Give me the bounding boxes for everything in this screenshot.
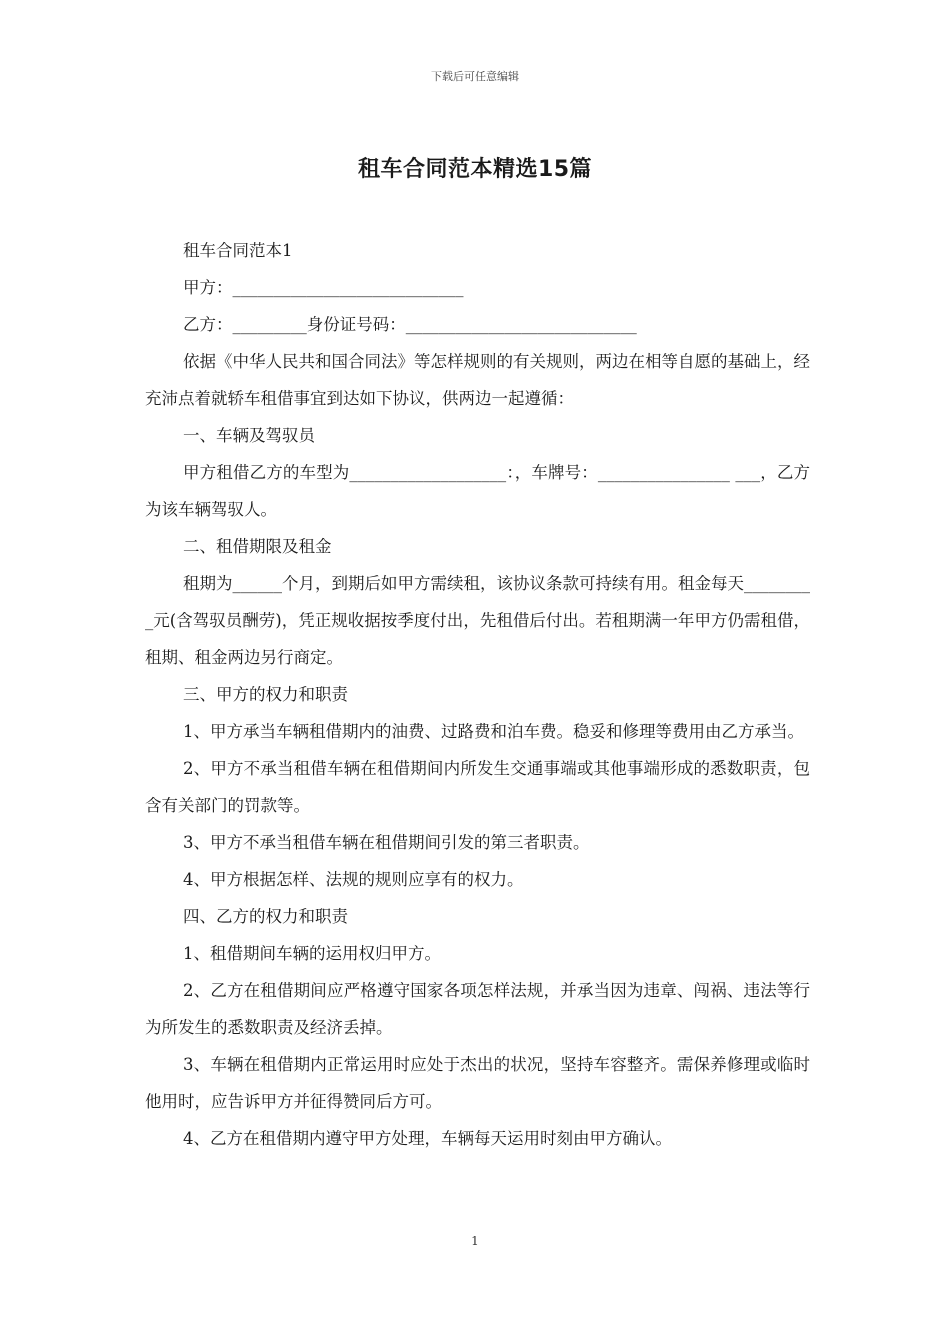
clause-b-2: 2、乙方在租借期间应严格遵守国家各项怎样法规，并承当因为违章、闯祸、违法等行为所发生的悉数职责及经济丢掉。 — [145, 981, 810, 1037]
clause-b-3: 3、车辆在租借期内正常运用时应处于杰出的状况，坚持车容整齐。需保养修理或临时他用时，应告诉甲方并征得赞同后方可。 — [145, 1055, 810, 1111]
paragraph-party-b: 乙方：_________身份证号码：____________________________ — [183, 315, 637, 334]
header-note: 下载后可任意编辑 — [431, 70, 519, 83]
section-heading-1: 一、车辆及驾驭员 — [183, 426, 315, 445]
clause-b-1: 1、租借期间车辆的运用权归甲方。 — [183, 944, 441, 963]
document-title: 租车合同范本精选15篇 — [357, 157, 593, 182]
clause-a-4: 4、甲方根据怎样、法规的规则应享有的权力。 — [183, 870, 524, 889]
clause-b-4: 4、乙方在租借期内遵守甲方处理，车辆每天运用时刻由甲方确认。 — [183, 1129, 672, 1148]
document-body — [145, 232, 810, 1157]
clause-a-2: 2、甲方不承当租借车辆在租借期间内所发生交通事端或其他事端形成的悉数职责，包含有关部门的罚款等。 — [145, 759, 810, 815]
paragraph-vehicle: 甲方租借乙方的车型为___________________：，车牌号：________________ ___，乙方为该车辆驾驭人。 — [145, 463, 810, 519]
section-heading-4: 四、乙方的权力和职责 — [183, 907, 348, 926]
clause-a-3: 3、甲方不承当租借车辆在租借期间引发的第三者职责。 — [183, 833, 590, 852]
paragraph-preamble: 依据《中华人民共和国合同法》等怎样规则的有关规则，两边在相等自愿的基础上，经充沛点着就轿车租借事宜到达如下协议，供两边一起遵循： — [145, 352, 810, 408]
paragraph-contract-label: 租车合同范本1 — [183, 241, 293, 260]
section-heading-3: 三、甲方的权力和职责 — [183, 685, 348, 704]
paragraph-party-a: 甲方：____________________________ — [183, 278, 464, 297]
page-number: 1 — [471, 1234, 479, 1248]
section-heading-2: 二、租借期限及租金 — [183, 537, 332, 556]
paragraph-term-rent: 租期为______个月，到期后如甲方需续租，该协议条款可持续有用。租金每天_________元(含驾驭员酬劳)，凭正规收据按季度付出，先租借后付出。若租期满一年甲方仍需租借，租期、租金两边另行商定。 — [145, 574, 810, 667]
clause-a-1: 1、甲方承当车辆租借期内的油费、过路费和泊车费。稳妥和修理等费用由乙方承当。 — [183, 722, 804, 741]
